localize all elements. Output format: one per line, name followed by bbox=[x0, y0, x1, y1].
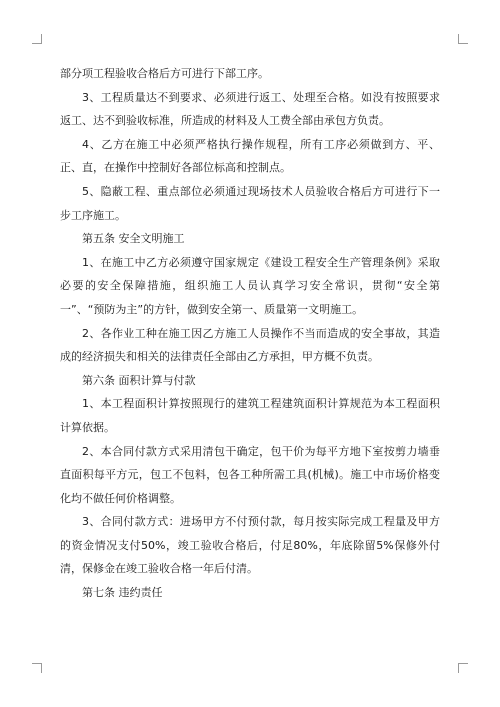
document-body bbox=[60, 62, 440, 605]
paragraph: 2、本合同付款方式采用清包干确定，包干价为每平方地下室按剪力墙垂直面积每平方元，包工不包料，包各工种所需工具(机械)。施工中市场价格变化均不做任何价格调整。 bbox=[60, 444, 440, 505]
section-heading: 第六条 面积计算与付款 bbox=[82, 373, 196, 387]
crop-mark-top-right bbox=[458, 34, 468, 44]
section-heading: 第七条 违约责任 bbox=[82, 586, 163, 600]
crop-mark-bottom-left bbox=[32, 663, 42, 673]
paragraph: 1、本工程面积计算按照现行的建筑工程建筑面积计算规范为本工程面积计算依据。 bbox=[60, 397, 440, 434]
crop-mark-top-left bbox=[32, 34, 42, 44]
paragraph: 2、各作业工种在施工因乙方施工人员操作不当而造成的安全事故，其造成的经济损失和相关的法律责任全部由乙方承担，甲方概不负责。 bbox=[60, 326, 440, 364]
paragraph: 4、乙方在施工中必须严格执行操作规程，所有工序必须做到方、平、正、直，在操作中控制好各部位标高和控制点。 bbox=[60, 137, 440, 175]
crop-mark-bottom-right bbox=[458, 663, 468, 673]
section-heading: 第五条 安全文明施工 bbox=[82, 232, 185, 246]
paragraph: 1、在施工中乙方必须遵守国家规定《建设工程安全生产管理条例》采取必要的安全保障措施，组织施工人员认真学习安全常识，贯彻“安全第一”、“预防为主”的方针，做到安全第一、质量第一文明施工。 bbox=[60, 255, 440, 316]
paragraph: 3、合同付款方式：进场甲方不付预付款，每月按实际完成工程量及甲方的资金情况支付50%，竣工验收合格后，付足80%，年底除留5%保修外付清，保修金在竣工验收合格一年后付清。 bbox=[60, 515, 440, 576]
paragraph: 部分项工程验收合格后方可进行下部工序。 bbox=[60, 67, 269, 80]
paragraph: 3、工程质量达不到要求、必须进行返工、处理至合格。如没有按照要求返工、达不到验收标准，所造成的材料及人工费全部由承包方负责。 bbox=[60, 90, 440, 128]
paragraph: 5、隐蔽工程、重点部位必须通过现场技术人员验收合格后方可进行下一步工序施工。 bbox=[60, 184, 440, 222]
